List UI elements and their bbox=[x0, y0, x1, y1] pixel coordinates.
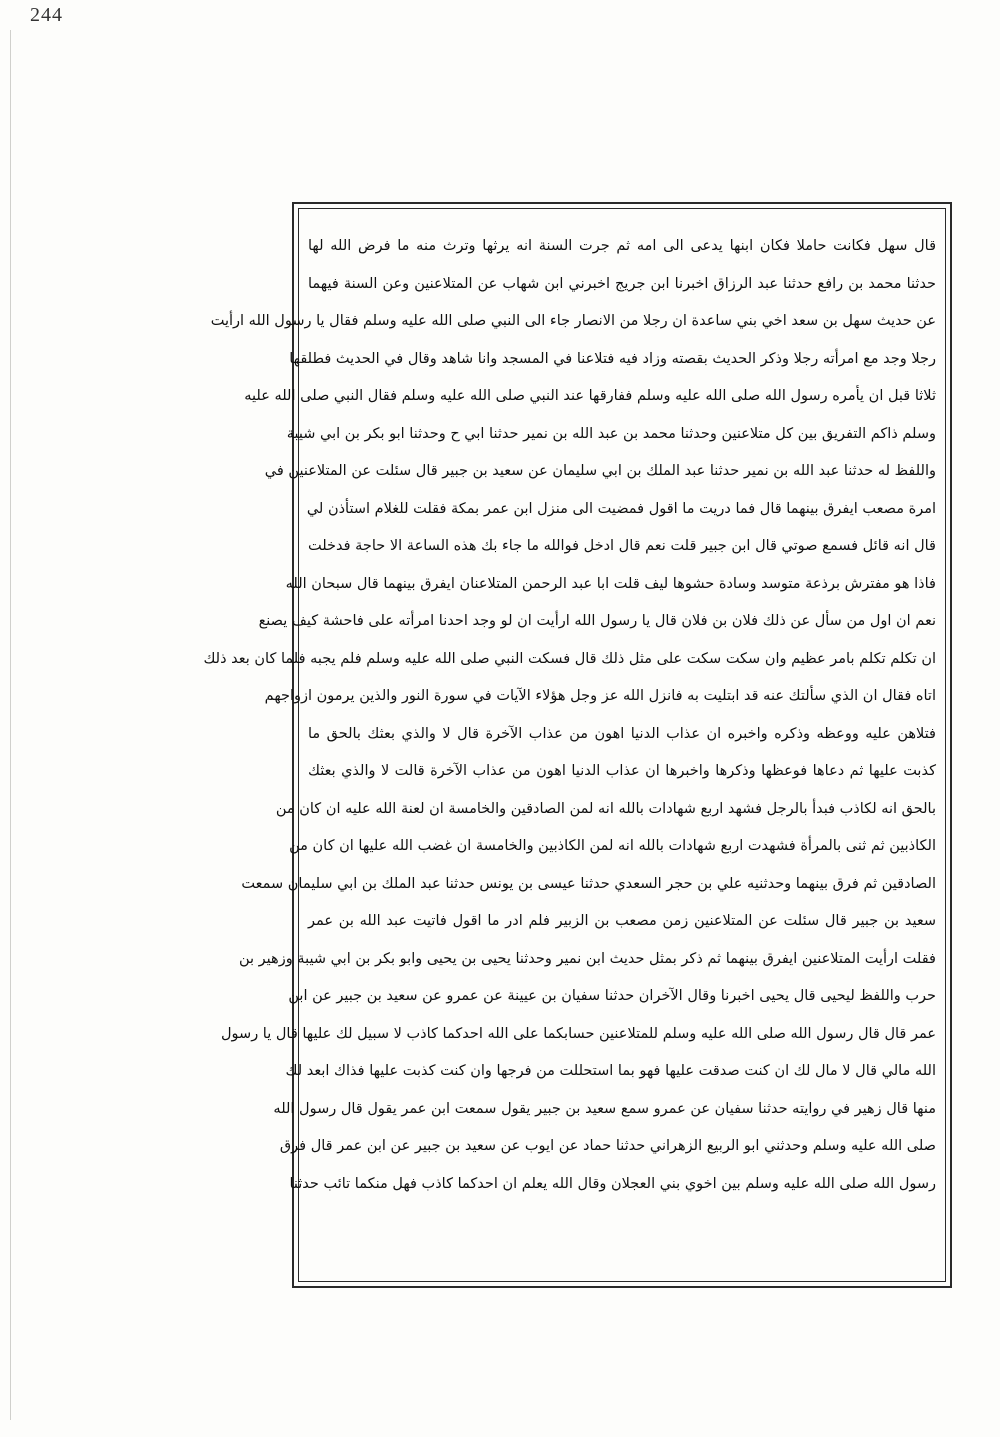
page-gutter-line bbox=[10, 30, 11, 1420]
text-line: عن حديث سهل بن سعد اخي بني ساعدة ان رجلا من الانصار جاء الى النبي صلى الله عليه وسلم فقال يا رسول الله ارأيت bbox=[210, 313, 936, 329]
text-line: بالحق انه لكاذب فبدأ بالرجل فشهد اربع شهادات بالله انه لمن الصادقين والخامسة ان لعنة الله عليه ان كان من bbox=[275, 800, 936, 817]
text-line: سعيد بن جبير قال سئلت عن المتلاعنين زمن مصعب بن الزبير فلم ادر ما اقول فاتيت عبد الله بن عمر bbox=[308, 913, 936, 929]
text-line: واللفظ له حدثنا عبد الله بن نمير حدثنا عبد الملك بن ابي سليمان عن سعيد بن جبير قال سئلت عن المتلاعنين في bbox=[264, 463, 936, 479]
text-line: فتلاهن عليه ووعظه وذكره واخبره ان عذاب الدنيا اهون من عذاب الآخرة قال لا والذي بعثك بالحق ما bbox=[308, 725, 936, 742]
text-line: اتاه فقال ان الذي سألتك عنه قد ابتليت به فانزل الله عز وجل هؤلاء الآيات في سورة النور والذين يرمون ازواجهم bbox=[264, 688, 936, 704]
text-line: منها قال زهير في روايته حدثنا سفيان عن عمرو سمع سعيد بن جبير يقول سمعت ابن عمر يقول قال رسول الله bbox=[273, 1100, 936, 1117]
text-line: رسول الله صلى الله عليه وسلم بين اخوي بني العجلان وقال الله يعلم ان احدكما كاذب فهل منكما تائب حدثنا bbox=[289, 1175, 936, 1192]
text-line: حرب واللفظ ليحيى قال يحيى اخبرنا وقال الآخران حدثنا سفيان بن عيينة عن عمرو عن سعيد بن جبير عن ابن bbox=[288, 988, 936, 1004]
text-line: ان تكلم تكلم بامر عظيم وان سكت سكت على مثل ذلك قال فسكت النبي صلى الله عليه وسلم فلم يجبه فلما كان بعد ذلك bbox=[203, 650, 936, 667]
text-line: قال سهل فكانت حاملا فكان ابنها يدعى الى امه ثم جرت السنة انه يرثها وترث منه ما فرض الله لها bbox=[308, 238, 936, 254]
text-line: ثلاثا قبل ان يأمره رسول الله صلى الله عليه وسلم ففارقها عند النبي صلى الله عليه وسلم فقال النبي صلى الله عليه bbox=[244, 388, 936, 404]
page-number: 244 bbox=[30, 4, 63, 26]
text-line: حدثنا محمد بن رافع حدثنا عبد الرزاق اخبرنا ابن جريج اخبرني ابن شهاب عن المتلاعنين وعن السنة فيهما bbox=[308, 275, 936, 292]
text-line: الكاذبين ثم ثنى بالمرأة فشهدت اربع شهادات بالله انه لمن الكاذبين والخامسة ان غضب الله عليها ان كان من bbox=[289, 838, 936, 854]
text-line: فاذا هو مفترش برذعة متوسد وسادة حشوها ليف قلت ابا عبد الرحمن المتلاعنان ايفرق بينهما قال سبحان الله bbox=[285, 575, 936, 592]
text-line: رجلا وجد مع امرأته رجلا وذكر الحديث بقصته وزاد فيه فتلاعنا في المسجد وانا شاهد وقال في الحديث فطلقها bbox=[289, 350, 936, 367]
text-line: قال انه قائل فسمع صوتي قال ابن جبير قلت نعم قال ادخل فوالله ما جاء بك هذه الساعة الا حاجة فدخلت bbox=[308, 538, 936, 554]
text-line: الصادقين ثم فرق بينهما وحدثنيه علي بن حجر السعدي حدثنا عيسى بن يونس حدثنا عبد الملك بن ابي سليمان سمعت bbox=[241, 875, 936, 892]
text-line: كذبت عليها ثم دعاها فوعظها وذكرها واخبرها ان عذاب الدنيا اهون من عذاب الآخرة قالت لا والذي بعثك bbox=[308, 763, 936, 779]
text-line: الله مالي قال لا مال لك ان كنت صدقت عليها فهو بما استحللت من فرجها وان كنت كذبت عليها فذاك ابعد لك bbox=[285, 1063, 936, 1079]
text-line: وسلم ذاكم التفريق بين كل متلاعنين وحدثنا محمد بن عبد الله بن نمير حدثنا ابي ح وحدثنا ابو بكر بن ابي شيبة bbox=[286, 425, 936, 442]
text-line: نعم ان اول من سأل عن ذلك فلان بن فلان قال يا رسول الله ارأيت ان لو وجد احدنا امرأته على فاحشة كيف يصنع bbox=[258, 613, 936, 629]
manuscript-text-block bbox=[203, 228, 936, 1264]
text-line: صلى الله عليه وسلم وحدثني ابو الربيع الزهراني حدثنا حماد عن ايوب عن سعيد بن جبير عن ابن عمر قال فرق bbox=[279, 1138, 936, 1154]
text-frame bbox=[203, 202, 952, 1288]
text-line: فقلت ارأيت المتلاعنين ايفرق بينهما ثم ذكر بمثل حديث ابن نمير وحدثنا يحيى بن يحيى وابو بكر بن ابي شيبة وزهير بن bbox=[238, 950, 936, 967]
text-line: عمر قال قال رسول الله صلى الله عليه وسلم للمتلاعنين حسابكما على الله احدكما كاذب لا سبيل لك عليها قال يا رسول bbox=[221, 1025, 936, 1042]
text-line: امرة مصعب ايفرق بينهما قال فما دريت ما اقول فمضيت الى منزل ابن عمر بمكة فقلت للغلام استأذن لي bbox=[306, 500, 936, 517]
